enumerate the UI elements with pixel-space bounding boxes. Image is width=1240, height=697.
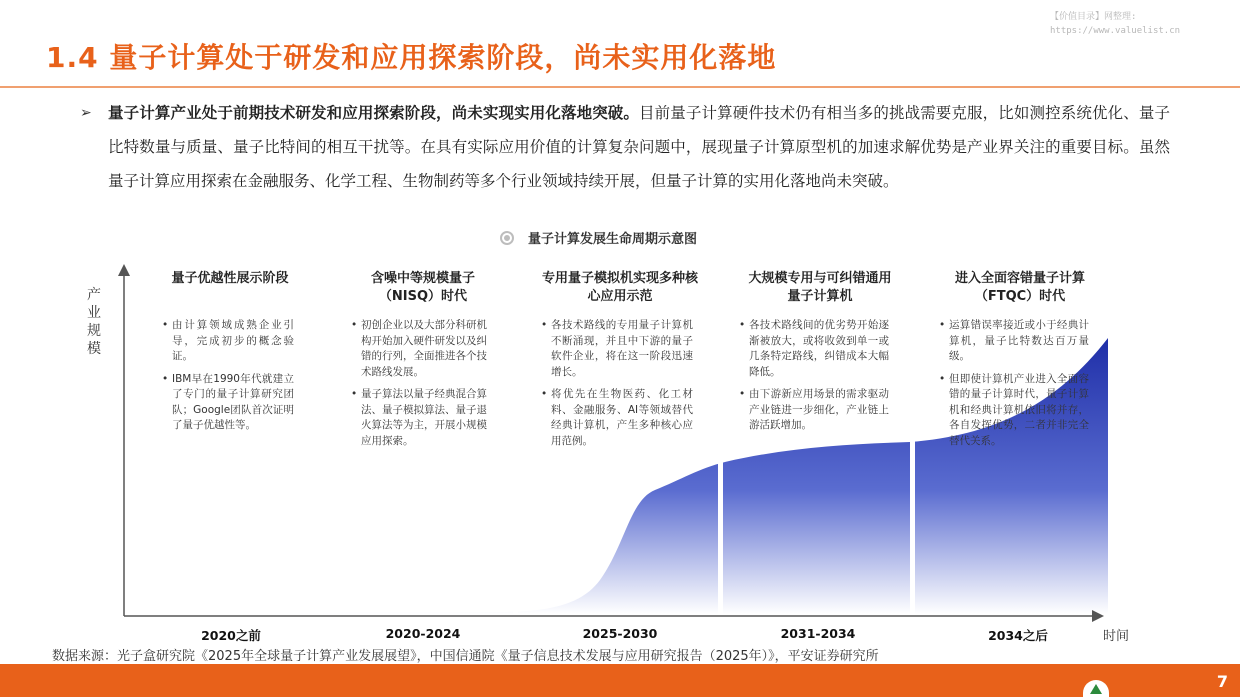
stage-4-heading: 大规模专用与可纠错通用量子计算机 bbox=[748, 271, 892, 304]
period-label-5: 2034之后 bbox=[988, 628, 1048, 643]
page-number: 7 bbox=[1216, 672, 1228, 691]
stage-5-heading: 进入全面容错量子计算（FTQC）时代 bbox=[954, 271, 1085, 304]
diagram-title-text: 量子计算发展生命周期示意图 bbox=[528, 232, 698, 247]
stage-2-heading: 含噪中等规模量子（NISQ）时代 bbox=[370, 271, 475, 304]
stage-5-point-1: • 运算错误率接近或小于经典计算机，量子比特数达百万量级。 bbox=[939, 318, 1089, 365]
stage-5-point-2: • 但即使计算机产业进入全面容错的量子计算时代，量子计算机和经典计算机依旧将并存，各自发挥优势，二者并非完全替代关系。 bbox=[939, 372, 1089, 450]
page-title: 1.4 量子计算处于研发和应用探索阶段，尚未实用化落地 bbox=[46, 41, 777, 74]
summary-rest: 目前量子计算硬件技术仍有相当多的挑战需要克服，比如测控系统优化、量子比特数量与质量、量子比特间的相互干扰等。在具有实际应用价值的计算复杂问题中，展现量子计算原型机的加速求解优势是产业界关注的重要目标。虽然量子计算应用探索在金融服务、化学工程、生物制药等多个行业领域持续开展，但量子计算的实用化落地尚未突破。 bbox=[108, 104, 1170, 190]
stage-separator-3 bbox=[718, 452, 723, 616]
stage-1-point-1: • 由计算领域成熟企业引导，完成初步的概念验证。 bbox=[162, 318, 294, 365]
stage-5-body bbox=[939, 318, 1089, 456]
footer-bar bbox=[0, 664, 1240, 697]
period-label-2: 2020-2024 bbox=[385, 626, 461, 641]
arrow-bullet-icon: ➢ bbox=[80, 105, 92, 121]
stage-3-body bbox=[541, 318, 693, 456]
stage-1-heading: 量子优越性展示阶段 bbox=[171, 271, 289, 286]
stage-1-body bbox=[162, 318, 294, 441]
period-label-4: 2031-2034 bbox=[780, 626, 856, 641]
stage-1-point-2: • IBM早在1990年代就建立了专门的量子计算研究团队；Google团队首次证明了量子优越性等。 bbox=[162, 372, 294, 434]
stage-2-point-2: • 量子算法以量子经典混合算法、量子模拟算法、量子退火算法等为主，开展小规模应用探索。 bbox=[351, 387, 487, 449]
stage-separator-2 bbox=[513, 560, 518, 616]
stage-4-point-2: • 由下游新应用场景的需求驱动产业链进一步细化，产业链上游活跃增加。 bbox=[739, 387, 889, 434]
data-source: 数据来源：光子盒研究院《2025年全球量子计算产业发展展望》，中国信通院《量子信息技术发展与应用研究报告（2025年）》，平安证券研究所 bbox=[52, 649, 879, 664]
period-label-3: 2025-2030 bbox=[582, 626, 658, 641]
x-axis-label: 时间 bbox=[1103, 629, 1130, 644]
stage-3-heading: 专用量子模拟机实现多种核心应用示范 bbox=[541, 271, 698, 304]
stage-2-body bbox=[351, 318, 487, 456]
stage-separator-1 bbox=[318, 580, 323, 616]
y-axis-label: 产业规模 bbox=[87, 287, 101, 357]
watermark-line-1: 【价值目录】网整理: bbox=[1050, 12, 1137, 22]
watermark-line-2: https://www.valuelist.cn bbox=[1050, 26, 1181, 36]
stage-4-point-1: • 各技术路线间的优劣势开始逐渐被放大，或将收敛到单一或几条特定路线，纠错成本大幅降低。 bbox=[739, 318, 889, 380]
stage-4-body bbox=[739, 318, 889, 441]
period-label-1: 2020之前 bbox=[201, 628, 261, 643]
stage-2-point-1: • 初创企业以及大部分科研机构开始加入硬件研发以及纠错的行列，全面推进各个技术路线发展。 bbox=[351, 318, 487, 380]
stage-3-point-2: • 将优先在生物医药、化工材料、金融服务、AI等领域替代经典计算机，产生多种核心应用范例。 bbox=[541, 387, 693, 449]
summary-bold: 量子计算产业处于前期技术研发和应用探索阶段，尚未实现实用化落地突破。 bbox=[108, 104, 640, 122]
stage-3-point-1: • 各技术路线的专用量子计算机不断涌现，并且中下游的量子软件企业，将在这一阶段迅速增长。 bbox=[541, 318, 693, 380]
stage-separator-4 bbox=[910, 430, 915, 616]
